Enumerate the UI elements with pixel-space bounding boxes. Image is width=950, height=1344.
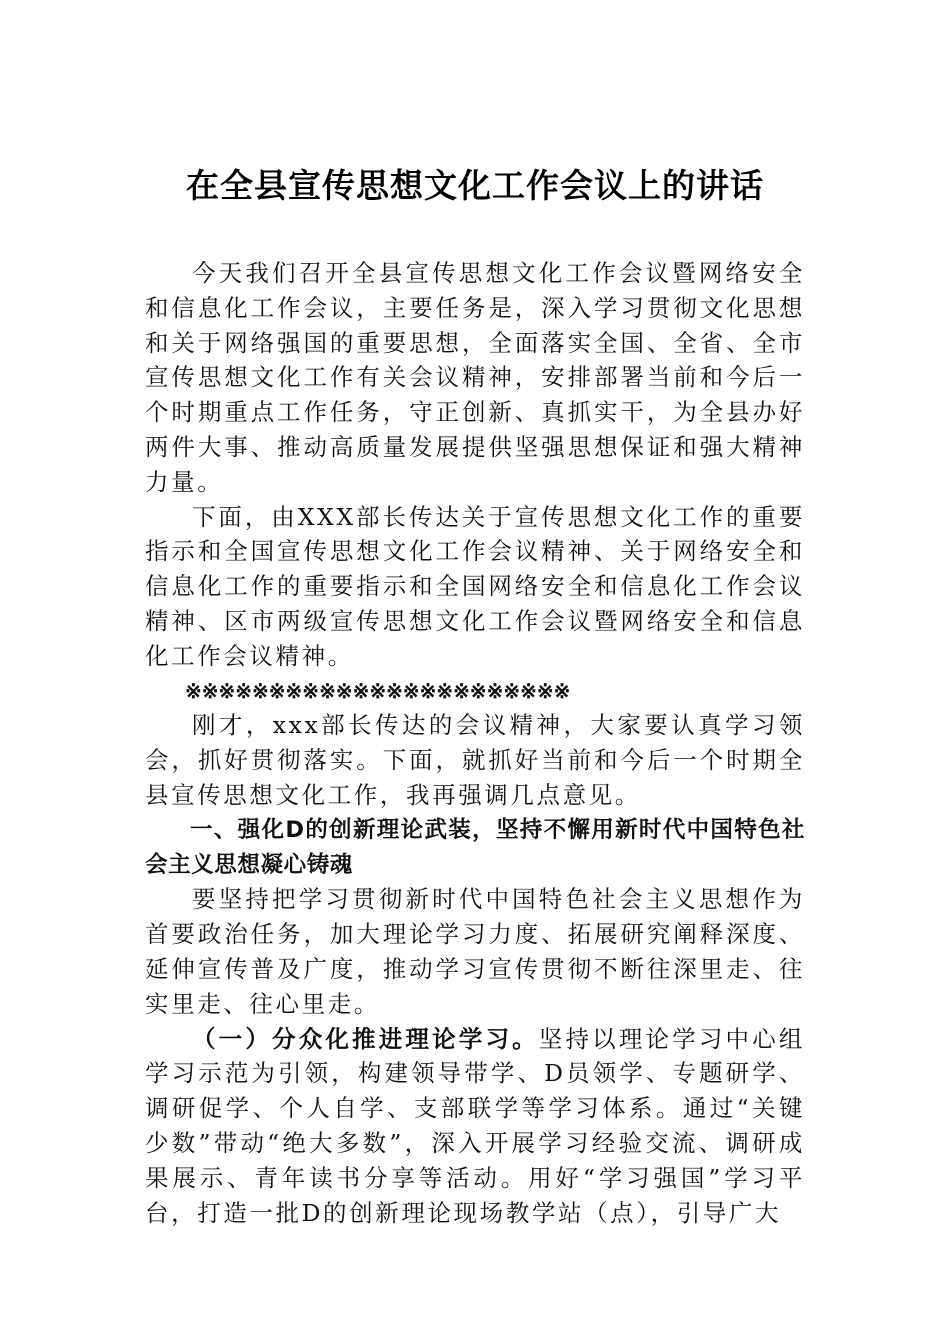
paragraph-relay: 下面，由XXX部长传达关于宣传思想文化工作的重要指示和全国宣传思想文化工作会议精神、关于网络安全和信息化工作的重要指示和全国网络安全和信息化工作会议精神、区市两级宣传思想文化工作会议暨网络安全和信息化工作会议精神。 bbox=[145, 502, 805, 670]
subsection-lead: （一）分众化推进理论学习。 bbox=[192, 1024, 539, 1053]
paragraph-opening: 今天我们召开全县宣传思想文化工作会议暨网络安全和信息化工作会议，主要任务是，深入学习贯彻文化思想和关于网络强国的重要思想，全面落实全国、全省、全市宣传思想文化工作有关会议精神，安排部署当前和今后一个时期重点工作任务，守正创新、真抓实干，为全县办好两件大事、推动高质量发展提供坚强思想保证和强大精神力量。 bbox=[145, 259, 805, 496]
document-body bbox=[145, 256, 805, 1230]
section-divider: ※※※※※※※※※※※※※※※※※※※※※※※ bbox=[185, 678, 571, 703]
document-title: 在全县宣传思想文化工作会议上的讲话 bbox=[186, 166, 764, 205]
subsection-body: 坚持以理论学习中心组学习示范为引领，构建领导带学、D员领学、专题研学、调研促学、个人自学、支部联学等学习体系。通过“关键少数”带动“绝大多数”，深入开展学习经验交流、调研成果展示、青年读书分享等活动。用好“学习强国”学习平台，打造一批D的创新理论现场教学站（点），引导广大 bbox=[145, 1024, 805, 1227]
paragraph-transition: 刚才，xxx部长传达的会议精神，大家要认真学习领会，抓好贯彻落实。下面，就抓好当前和今后一个时期全县宣传思想文化工作，我再强调几点意见。 bbox=[145, 711, 805, 809]
paragraph-subsection-1 bbox=[145, 1022, 805, 1231]
paragraph-section-intro: 要坚持把学习贯彻新时代中国特色社会主义思想作为首要政治任务，加大理论学习力度、拓展研究阐释深度、延伸宣传普及广度，推动学习宣传贯彻不断往深里走、往实里走、往心里走。 bbox=[145, 885, 805, 1018]
section-heading-1: 一、强化D的创新理论武装，坚持不懈用新时代中国特色社会主义思想凝心铸魂 bbox=[145, 816, 805, 878]
